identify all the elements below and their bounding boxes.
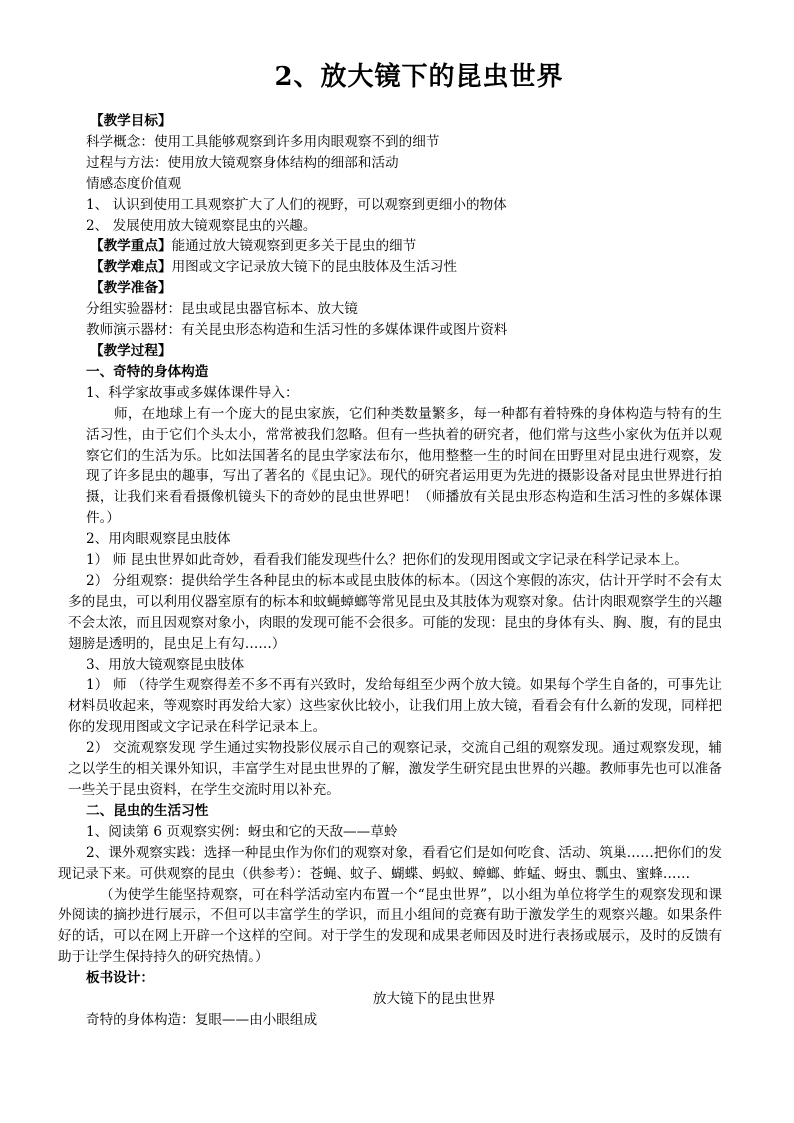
goal-line: 情感态度价值观 [86, 175, 182, 192]
prep-line: 分组实验器材：昆虫或昆虫器官标本、放大镜 [86, 301, 358, 318]
document-body [58, 111, 722, 1031]
paragraph: 1） 师 昆虫世界如此奇妙，看看我们能发现些什么？把你们的发现用图或文字记录在科学记录本上。 [86, 552, 688, 569]
board-heading: 板书设计： [86, 970, 154, 987]
section-heading: 一、奇特的身体构造 [86, 363, 209, 380]
paragraph: （为使学生能坚持观察，可在科学活动室内布置一个“昆虫世界”，以小组为单位将学生的观察发现和课外阅读的摘抄进行展示，不但可以丰富学生的学识，而且小组间的竞赛有助于激发学生的观察兴趣。如果条件好的话，可以在网上开辟一个这样的空间。对于学生的发现和成果老师因及时进行表扬或展示，及时的反馈有助于让学生保持持久的研究热情。） [58, 886, 722, 966]
key-point-label: 【教学重点】 [90, 238, 172, 255]
goal-line: 1、 认识到使用工具观察扩大了人们的视野，可以观察到更细小的物体 [86, 196, 507, 213]
key-point [86, 236, 722, 257]
goal-line: 2、 发展使用放大镜观察昆虫的兴趣。 [86, 217, 317, 234]
difficulty-point [86, 257, 722, 278]
paragraph: 师，在地球上有一个庞大的昆虫家族，它们种类数量繁多，每一种都有着特殊的身体构造与特有的生活习性，由于它们个头太小，常常被我们忽略。但有一些执着的研究者，他们常与这些小家伙为伍并以观察它们的生活为乐。比如法国著名的昆虫学家法布尔，他用整整一生的时间在田野里对昆虫进行观察，发现了许多昆虫的趣事，写出了著名的《昆虫记》。现代的研究者运用更为先进的摄影设备对昆虫世界进行拍摄，让我们来看看摄像机镜头下的奇妙的昆虫世界吧！（师播放有关昆虫形态构造和生活习性的多媒体课件。） [86, 405, 722, 527]
section-item: 1、阅读第 6 页观察实例：蚜虫和它的天敌——草蛉 [86, 823, 398, 840]
prep-line: 教师演示器材：有关昆虫形态构造和生活习性的多媒体课件或图片资料 [86, 322, 508, 339]
page-title: 2、放大镜下的昆虫世界 [274, 62, 564, 92]
key-point-text: 能通过放大镜观察到更多关于昆虫的细节 [171, 238, 417, 255]
section-heading: 二、昆虫的生活习性 [86, 802, 209, 819]
goal-line: 过程与方法：使用放大镜观察身体结构的细部和活动 [86, 154, 399, 171]
section-item: 1、科学家故事或多媒体课件导入： [86, 384, 299, 401]
prep-heading: 【教学准备】 [90, 280, 172, 297]
paragraph: 2、课外观察实践：选择一种昆虫作为你们的观察对象，看看它们是如何吃食、活动、筑巢……把你们的发现记录下来。可供观察的昆虫（供参考）：苍蝇、蚊子、蝴蝶、蚂蚁、蟑螂、蚱蜢、蚜虫、瓢虫、蜜蜂…… [58, 844, 722, 882]
paragraph: 2） 分组观察：提供给学生各种昆虫的标本或昆虫肢体的标本。（因这个寒假的冻灾，估计开学时不会有太多的昆虫，可以利用仪器室原有的标本和蚊蝇蟑螂等常见昆虫及其肢体为观察对象。估计肉眼观察学生的兴趣不会太浓，而且因观察对象小，肉眼的发现可能不会很多。可能的发现：昆虫的身体有头、胸、腹，有的昆虫翅膀是透明的，昆虫足上有勾……） [68, 572, 722, 652]
paragraph: 2） 交流观察发现 学生通过实物投影仪展示自己的观察记录，交流自己组的观察发现。通过观察发现，辅之以学生的相关课外知识，丰富学生对昆虫世界的了解，激发学生研究昆虫世界的兴趣。教师事先也可以准备一些关于昆虫资料，在学生交流时用以补充。 [68, 740, 722, 798]
difficulty-label: 【教学难点】 [90, 259, 172, 276]
process-heading: 【教学过程】 [90, 342, 172, 359]
difficulty-text: 用图或文字记录放大镜下的昆虫肢体及生活习性 [171, 259, 458, 276]
paragraph: 1） 师 （待学生观察得差不多不再有兴致时，发给每组至少两个放大镜。如果每个学生自备的，可事先让材料员收起来，等观察时再发给大家）这些家伙比较小，让我们用上放大镜，看看会有什么新的发现，同样把你的发现用图或文字记录在科学记录本上。 [68, 677, 722, 736]
board-title: 放大镜下的昆虫世界 [372, 991, 496, 1008]
board-line: 奇特的身体构造：复眼——由小眼组成 [86, 1011, 318, 1028]
section-item: 2、用肉眼观察昆虫肢体 [86, 531, 231, 548]
goal-heading: 【教学目标】 [90, 113, 172, 129]
goal-line: 科学概念：使用工具能够观察到许多用肉眼观察不到的细节 [86, 133, 440, 150]
section-item: 3、用放大镜观察昆虫肢体 [86, 656, 245, 673]
